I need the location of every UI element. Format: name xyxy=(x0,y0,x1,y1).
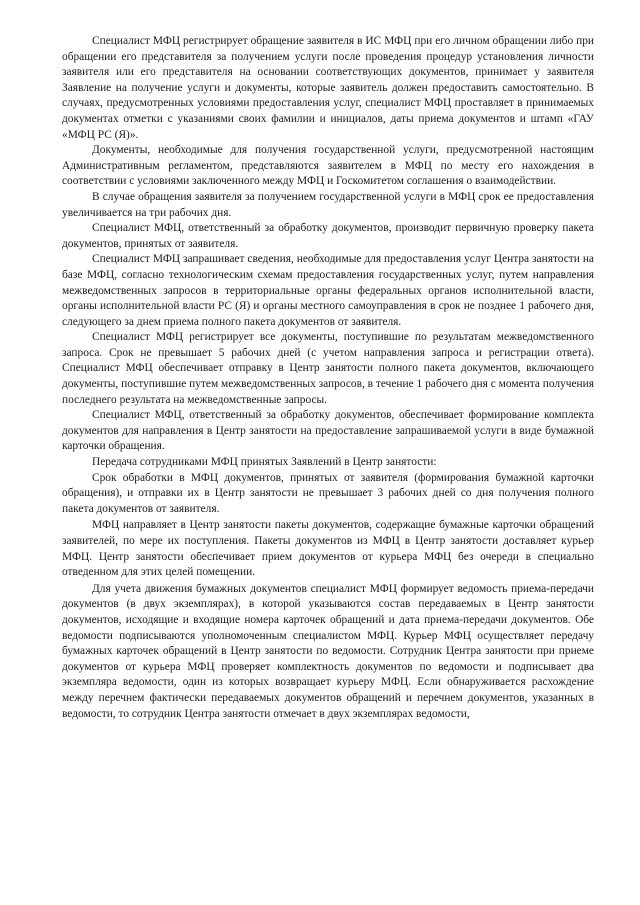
paragraph: Передача сотрудниками МФЦ принятых Заявлений в Центр занятости: xyxy=(92,456,437,469)
paragraph: Срок обработки в МФЦ документов, принятых от заявителя (формирования бумажной карточки обращения), и отправки их в Центр занятости не превышает 3 рабочих дней со дня получения полного пакета документов от заявителя. xyxy=(62,471,594,515)
paragraph: В случае обращения заявителя за получением государственной услуги в МФЦ срок ее предоставления увеличивается на три рабочих дня. xyxy=(62,190,594,219)
paragraph: Специалист МФЦ регистрирует обращение заявителя в ИС МФЦ при его личном обращении либо при обращении его представителя за получением услуги после проведения процедур установления личности заявителя или его представителя на основании соответствующих документов, принимает у заявителя Заявление на получение услуги и документы, которые заявитель должен предоставить самостоятельно. В случаях, предусмотренных условиями предоставления услуг, специалист МФЦ проставляет в принимаемых документах отметки с указаниями своих фамилии и инициалов, даты приема документов и штамп «ГАУ «МФЦ РС (Я)». xyxy=(62,35,594,141)
paragraph: Документы, необходимые для получения государственной услуги, предусмотренной настоящим Административным регламентом, представляются заявителем в МФЦ по месту его нахождения в соответствии с условиями заключенного между МФЦ и Госкомитетом соглашения о взаимодействии. xyxy=(62,144,594,188)
paragraph: Специалист МФЦ, ответственный за обработку документов, производит первичную проверку пакета документов, принятых от заявителя. xyxy=(62,222,594,250)
paragraph: Специалист МФЦ запрашивает сведения, необходимые для предоставления услуг Центра занятости на базе МФЦ, согласно технологическим схемам предоставления государственных услуг, путем направления межведомственных запросов в территориальные органы федеральных органов исполнительной власти, органы исполнительной власти РС (Я) и органы местного самоуправления в срок не позднее 1 рабочего дня, следующего за днем приема полного пакета документов от заявителя. xyxy=(62,253,594,328)
paragraph: Специалист МФЦ, ответственный за обработку документов, обеспечивает формирование комплекта документов для направления в Центр занятости на предоставление запрашиваемой услуги в виде бумажной карточки обращения. xyxy=(62,409,594,453)
paragraph: Для учета движения бумажных документов специалист МФЦ формирует ведомость приема-передачи документов (в двух экземплярах), в которой указываются состав передаваемых в Центр занятости документов, исходящие и входящие номера карточек обращений и дата приема-передачи документов. Обе ведомости подписываются уполномоченным специалистом МФЦ. Курьер МФЦ осуществляет передачу бумажных карточек обращений в Центр занятости по ведомости. Сотрудник Центра занятости при приеме документов от курьера МФЦ проверяет комплектность документов по ведомости и подписывает два экземпляра ведомости, один из которых возвращает курьеру МФЦ. Если обнаруживается расхождение между перечнем фактически передаваемых документов обращений и перечнем документов, указанных в ведомости, то сотрудник Центра занятости отмечает в двух экземплярах ведомости, xyxy=(62,582,594,720)
paragraph: Специалист МФЦ регистрирует все документы, поступившие по результатам межведомственного запроса. Срок не превышает 5 рабочих дней (с учетом направления запроса и регистрации ответа). Специалист МФЦ обеспечивает отправку в Центр занятости полного пакета документов, включающего документы, поступившие путем межведомственных запросов, в течение 1 рабочего дня с момента получения последнего результата на межведомственные запросы. xyxy=(62,331,594,406)
paragraph: МФЦ направляет в Центр занятости пакеты документов, содержащие бумажные карточки обращений заявителей, по мере их поступления. Пакеты документов из МФЦ в Центр занятости доставляет курьер МФЦ. Центр занятости обеспечивает прием документов от курьера МФЦ без очереди в специально отведенном для этих целей помещении. xyxy=(62,519,594,579)
